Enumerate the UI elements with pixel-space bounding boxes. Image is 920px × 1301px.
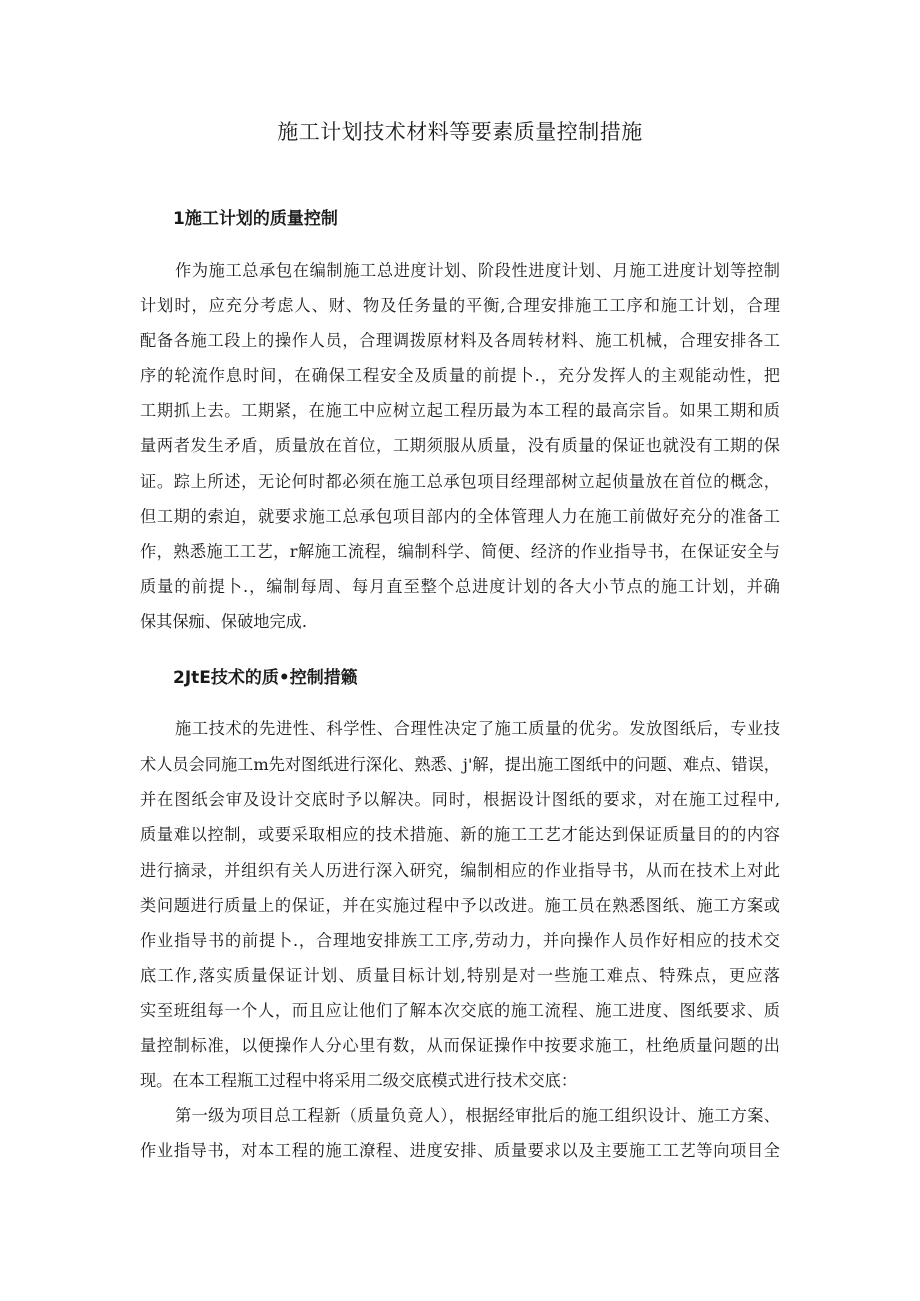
- section-1-line: 配备各施工段上的操作人员，合理调拨原材料及各周转材料、施工机械，合理安排各工: [140, 331, 780, 350]
- section-1-line: 作，熟悉施工工艺，r解施工流程，编制科学、简便、经济的作业指导书，在保证安全与: [140, 542, 780, 561]
- section-1-line: 证。踪上所述，无论何时都必须在施工总承包项目经理部树立起侦量放在首位的概念，: [140, 472, 780, 491]
- section-1-heading: 1施工计划的质量控制: [173, 209, 338, 229]
- section-2-line: 术人员会同施工m先对图纸进行深化、熟悉、j'解，提出施工图纸中的问题、难点、错误，: [140, 755, 780, 774]
- section-2-heading: 2JtE技术的质•控制措籁: [173, 668, 358, 688]
- section-2-line: 并在图纸会审及设计交底时予以解决。同时，根据设计图纸的要求，对在施工过程中,: [140, 790, 780, 809]
- section-2-paragraph-2-line: 第一级为项目总工程新（质量负竟人），根据经审批后的施工组织设计、施工方案、: [175, 1106, 780, 1125]
- section-2-line: 施工技术的先进性、科学性、合理性决定了施工质量的优劣。发放图纸后，专业技: [175, 719, 780, 738]
- section-2-line: 现。在本工程瓶工过程中将采用二级交底模式进行技术交底：: [140, 1071, 578, 1090]
- section-1-line: 但工期的索迫，就要求施工总承包项目部内的全体管理人力在施工前做好充分的准备工: [140, 507, 780, 526]
- section-2-line: 作业指导书的前提卜.，合理地安排族工工序,劳动力，并向操作人员作好相应的技术交: [140, 931, 780, 950]
- section-1-line: 量两者发生矛盾，质量放在首位，工期须服从质量，没有质量的保证也就没有工期的保: [140, 436, 780, 455]
- section-1-line: 计划时，应充分考虑人、财、物及任务量的平衡,合理安排施工工序和施工计划，合理: [140, 296, 780, 315]
- section-1-line: 序的轮流作息时间，在确保工程安全及质量的前提卜.，充分发挥人的主观能动性，把: [140, 366, 780, 385]
- section-2-line: 底工作,落实质量保证计划、质量目标计划,特别是对一些施工难点、特殊点，更应落: [140, 966, 780, 985]
- document-title: 施工计划技术材料等要素质量控制措施: [277, 120, 643, 144]
- section-2-line: 实至班组每一个人，而且应让他们了解本次交底的施工流程、施工进度、图纸要求、质: [140, 1001, 780, 1020]
- section-1-line: 工期抓上去。工期紧，在施工中应树立起工程历最为本工程的最高宗旨。如果工期和质: [140, 401, 780, 420]
- section-2-line: 质量难以控制，或要采取相应的技术措施、新的施工工艺才能达到保证质量目的的内容: [140, 825, 780, 844]
- section-2-line: 量控制标准，以便操作人分心里有数，从而保证操作中按要求施工，杜绝质量问题的出: [140, 1036, 780, 1055]
- section-1-line: 作为施工总承包在编制施工总进度计划、阶段性进度计划、月施工进度计划等控制: [175, 261, 780, 280]
- section-1-line: 保其保痂、保破地完成.: [140, 612, 308, 631]
- section-2-paragraph-2-line: 作业指导书，对本工程的施工潦程、进度安排、质量要求以及主要施工工艺等向项目全: [140, 1141, 780, 1160]
- section-1-line: 质量的前提卜.，编制每周、每月直至整个总进度计划的各大小节点的施工计划，并确: [140, 577, 780, 596]
- section-2-line: 进行摘录，并组织有关人历进行深入研究，编制相应的作业指导书，从而在技术上对此: [140, 861, 780, 880]
- section-2-line: 类问题进行质量上的保证，并在实施过程中予以改进。施工员在熟悉图纸、施工方案或: [140, 896, 780, 915]
